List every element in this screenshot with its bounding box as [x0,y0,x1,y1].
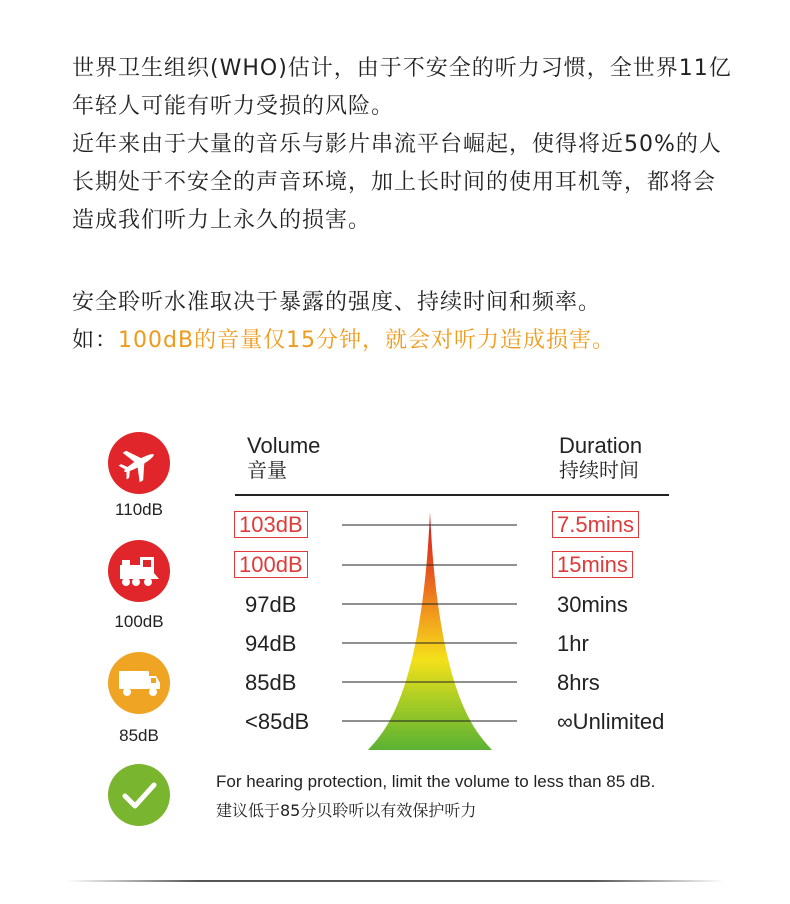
intro-paragraph-1 [72,50,732,240]
db-value-103: 103dB [234,511,308,538]
db-row-100 [234,552,308,578]
duration-value-100: 15mins [552,551,633,578]
train-icon [108,540,170,602]
streaming-text: 近年来由于大量的音乐与影片串流平台崛起，使得将近50%的人长期处于不安全的声音环境，加上长时间的使用耳机等，都将会造成我们听力上永久的损害。 [72,132,722,233]
checkmark-icon [108,764,170,826]
db-value-100: 100dB [234,551,308,578]
duration-header-cn: 持续时间 [559,458,639,482]
duration-header-en: Duration [559,433,643,458]
duration-row-97: 30mins [557,592,628,617]
duration-row-103 [552,512,639,538]
duration-row-unlimited: ∞Unlimited [557,709,665,734]
header-divider [235,494,669,496]
spectrum-shape [368,512,492,750]
airplane-icon [108,432,170,494]
db-row-103 [234,512,308,538]
intro-paragraph-2 [72,284,732,360]
airplane-db-label: 110dB [115,500,163,519]
truck-db-label: 85dB [119,726,159,745]
hearing-protection-note: For hearing protection, limit the volume to less than 85 dB. [216,772,656,791]
volume-header-en: Volume [247,433,321,458]
volume-header [247,434,320,482]
duration-row-94: 1hr [557,631,589,656]
bottom-divider [66,880,724,882]
who-estimate-text: 世界卫生组织(WHO)估计，由于不安全的听力习惯，全世界11亿年轻人可能有听力受损的风险。 [72,56,732,119]
db-row-85: 85dB [245,670,297,695]
duration-row-85: 8hrs [557,670,600,695]
duration-header [559,434,642,482]
volume-spectrum [330,510,530,755]
duration-row-100 [552,552,633,578]
hearing-protection-note-cn: 建议低于85分贝聆听以有效保护听力 [216,801,477,820]
db-row-97: 97dB [245,592,297,617]
db-row-lt85: <85dB [245,709,310,734]
example-highlight: 100dB的音量仅15分钟，就会对听力造成损害。 [118,328,616,353]
example-text [72,322,732,360]
db-row-94: 94dB [245,631,297,656]
train-db-label: 100dB [114,612,164,631]
truck-icon [108,652,170,714]
duration-value-103: 7.5mins [552,511,639,538]
safe-listening-text: 安全聆听水准取决于暴露的强度、持续时间和频率。 [72,290,602,315]
example-prefix: 如： [72,328,119,353]
volume-header-cn: 音量 [247,458,287,482]
